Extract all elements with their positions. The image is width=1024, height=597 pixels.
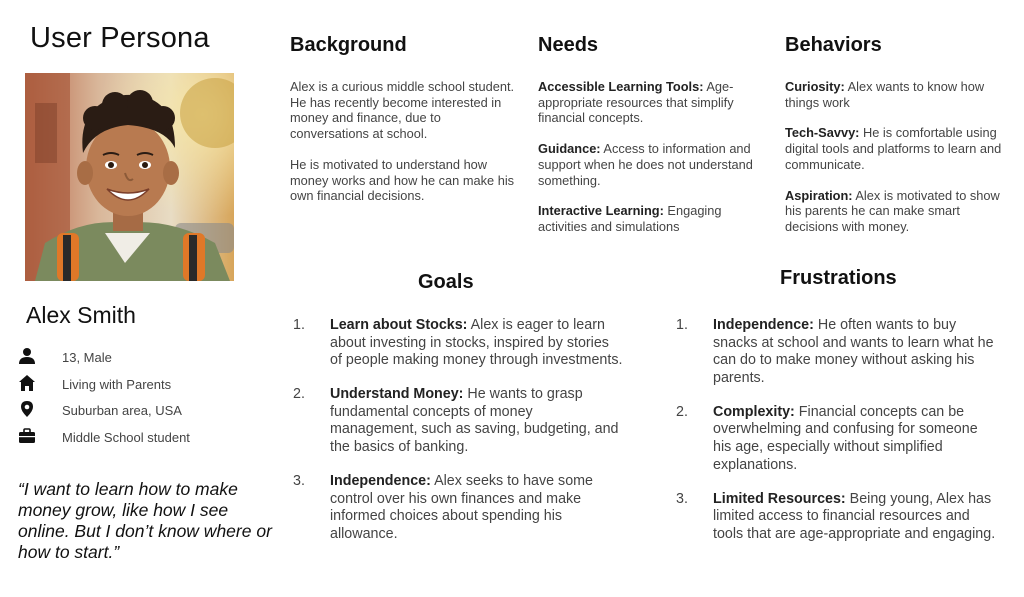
goals-list [293, 317, 623, 560]
behaviors-item-label: Tech-Savvy: [785, 125, 860, 141]
needs-item-label: Accessible Learning Tools: [538, 79, 704, 94]
frustrations-item-label: Complexity: [713, 403, 795, 420]
fact-occupation [18, 425, 258, 452]
frustrations-item-text: Financial concepts can be overwhelming and confusing for someone his age, especially without simplified explanations. [713, 403, 978, 473]
needs-item [538, 203, 760, 234]
fact-text: Suburban area, USA [62, 403, 182, 418]
frustrations-item [676, 491, 998, 544]
frustrations-heading: Frustrations [780, 267, 897, 289]
behaviors-heading: Behaviors [785, 34, 882, 56]
needs-item-text: Access to information and support when he does not understand something. [538, 141, 753, 188]
needs-item-label: Interactive Learning: [538, 203, 664, 219]
goals-item-number: 2. [293, 386, 305, 403]
fact-age [18, 345, 258, 372]
page-title: User Persona [30, 22, 210, 54]
needs-body [538, 79, 760, 250]
persona-quote: “I want to learn how to make money grow, like how I see online. But I don’t know where or how to start.” [18, 479, 272, 562]
background-paragraph: He is motivated to understand how money works and how he can make his own financial decisions. [290, 156, 515, 204]
goals-item-label: Understand Money: [330, 386, 464, 403]
person-icon [18, 347, 36, 365]
needs-item-text: Engaging activities and simulations [538, 203, 722, 234]
persona-photo [25, 73, 234, 281]
behaviors-item [785, 79, 1013, 110]
goals-item [293, 386, 623, 456]
frustrations-item-label: Limited Resources: [713, 490, 846, 507]
frustrations-item-text: He often wants to buy snacks at school and wants to learn what he can do to make money without asking his parents. [713, 317, 994, 386]
needs-item-text: Age-appropriate resources that simplify financial concepts. [538, 79, 734, 126]
needs-item-label: Guidance: [538, 141, 601, 157]
goals-item-text: Alex is eager to learn about investing in stocks, inspired by stories of people making money through investments. [330, 317, 623, 369]
frustrations-item [676, 317, 998, 387]
persona-facts [18, 345, 258, 451]
background-heading: Background [290, 34, 407, 56]
goals-item-number: 1. [293, 317, 305, 333]
goals-heading: Goals [418, 271, 474, 293]
goals-item [293, 473, 623, 543]
goals-item-number: 3. [293, 473, 305, 490]
location-pin-icon [18, 400, 36, 418]
behaviors-item-text: Alex wants to know how things work [785, 79, 985, 110]
behaviors-item-text: He is comfortable using digital tools and platforms to learn and communicate. [785, 125, 1002, 172]
persona-name: Alex Smith [26, 302, 136, 328]
needs-heading: Needs [538, 34, 599, 56]
fact-text: Living with Parents [62, 376, 172, 392]
home-icon [18, 374, 36, 392]
goals-item-label: Independence: [330, 473, 431, 490]
behaviors-item [785, 125, 1013, 172]
background-paragraph: Alex is a curious middle school student. He has recently become interested in money and finance, due to conversations at school. [290, 79, 515, 142]
fact-location [18, 398, 258, 425]
frustrations-item [676, 404, 998, 474]
needs-item [538, 79, 760, 126]
briefcase-icon [18, 427, 36, 445]
behaviors-body [785, 79, 1013, 250]
goals-item [293, 317, 623, 370]
needs-item [538, 141, 760, 188]
fact-living [18, 372, 258, 399]
frustrations-item-text: Being young, Alex has limited access to financial resources and tools that are age-appropriate and engaging. [713, 490, 996, 542]
goals-item-text: Alex seeks to have some control over his own finances and make informed choices about spending his allowance. [330, 473, 594, 542]
fact-text: 13, Male [62, 350, 112, 365]
frustrations-item-number: 2. [676, 403, 688, 420]
frustrations-list [676, 317, 998, 560]
fact-text: Middle School student [62, 429, 190, 445]
background-body [290, 79, 520, 219]
behaviors-item-label: Curiosity: [785, 79, 845, 94]
frustrations-item-label: Independence: [713, 317, 814, 333]
behaviors-item-text: Alex is motivated to show his parents he can make smart decisions with money. [785, 187, 1000, 234]
goals-item-text: He wants to grasp fundamental concepts of money management, such as saving, budgeting, and the basics of banking. [330, 386, 619, 456]
goals-item-label: Learn about Stocks: [330, 317, 468, 333]
behaviors-item-label: Aspiration: [785, 187, 853, 203]
frustrations-item-number: 1. [676, 317, 688, 333]
frustrations-item-number: 3. [676, 490, 688, 507]
behaviors-item [785, 188, 1013, 235]
